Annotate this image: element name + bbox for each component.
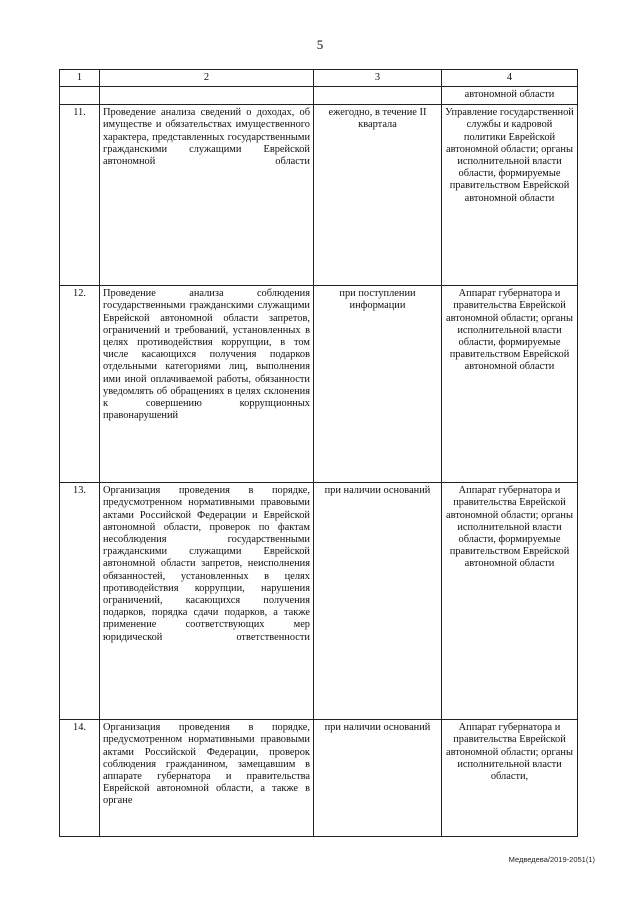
row-term: ежегодно, в течение II квартала — [314, 105, 442, 286]
row-number: 11. — [60, 105, 100, 286]
measures-table — [59, 69, 578, 837]
row-description: Проведение анализа сведений о доходах, об имуществе и обязательствах имущественного характера, представленных государственными гражданскими служащими Еврейской автономной области — [100, 105, 314, 286]
table-row — [60, 286, 578, 483]
row-term: при поступлении информации — [314, 286, 442, 483]
row-executor: Управление государственной службы и кадровой политики Еврейской автономной области; органы исполнительной власти области, формируемые правительством Еврейской автономной области — [442, 105, 578, 286]
continuation-executor: автономной области — [442, 87, 578, 105]
row-number: 13. — [60, 483, 100, 720]
document-footer-code: Медведева/2019-2051(1) — [508, 855, 595, 864]
row-executor: Аппарат губернатора и правительства Еврейской автономной области; органы исполнительной власти области, — [442, 720, 578, 837]
row-number: 12. — [60, 286, 100, 483]
row-description: Проведение анализа соблюдения государственными гражданскими служащими Еврейской автономной области запретов, ограничений и требований, установленных в целях противодействия коррупции, в том числе касающихся получения подарков отдельными категориями лиц, выполнения ими иной оплачиваемой работы, обязанности уведомлять об обращениях в целях склонения к совершению коррупционных правонарушений — [100, 286, 314, 483]
continuation-row — [60, 87, 578, 105]
table-row — [60, 720, 578, 837]
row-description: Организация проведения в порядке, предусмотренном нормативными правовыми актами Российской Федерации, проверок соблюдения гражданином, замещавшим в аппарате губернатора и правительства Еврейской автономной области, а также в органе — [100, 720, 314, 837]
table-row — [60, 105, 578, 286]
table-header-row — [60, 70, 578, 87]
row-term: при наличии оснований — [314, 720, 442, 837]
table-row — [60, 483, 578, 720]
header-col-3: 3 — [314, 70, 442, 87]
row-executor: Аппарат губернатора и правительства Еврейской автономной области; органы исполнительной власти области, формируемые правительством Еврейской автономной области — [442, 286, 578, 483]
page-number: 5 — [316, 37, 324, 52]
row-description: Организация проведения в порядке, предусмотренном нормативными правовыми актами Российской Федерации и Еврейской автономной области, проверок по фактам несоблюдения государственными гражданскими служащими Еврейской автономной области запретов, неисполнения обязанностей, установленных в целях противодействия коррупции, нарушения ограничений, касающихся получения подарков, порядка сдачи подарков, а также применение соответствующих мер юридической ответственности — [100, 483, 314, 720]
row-number: 14. — [60, 720, 100, 837]
header-col-1: 1 — [60, 70, 100, 87]
header-col-2: 2 — [100, 70, 314, 87]
header-col-4: 4 — [442, 70, 578, 87]
row-term: при наличии оснований — [314, 483, 442, 720]
row-executor: Аппарат губернатора и правительства Еврейской автономной области; органы исполнительной власти области, формируемые правительством Еврейской автономной области — [442, 483, 578, 720]
